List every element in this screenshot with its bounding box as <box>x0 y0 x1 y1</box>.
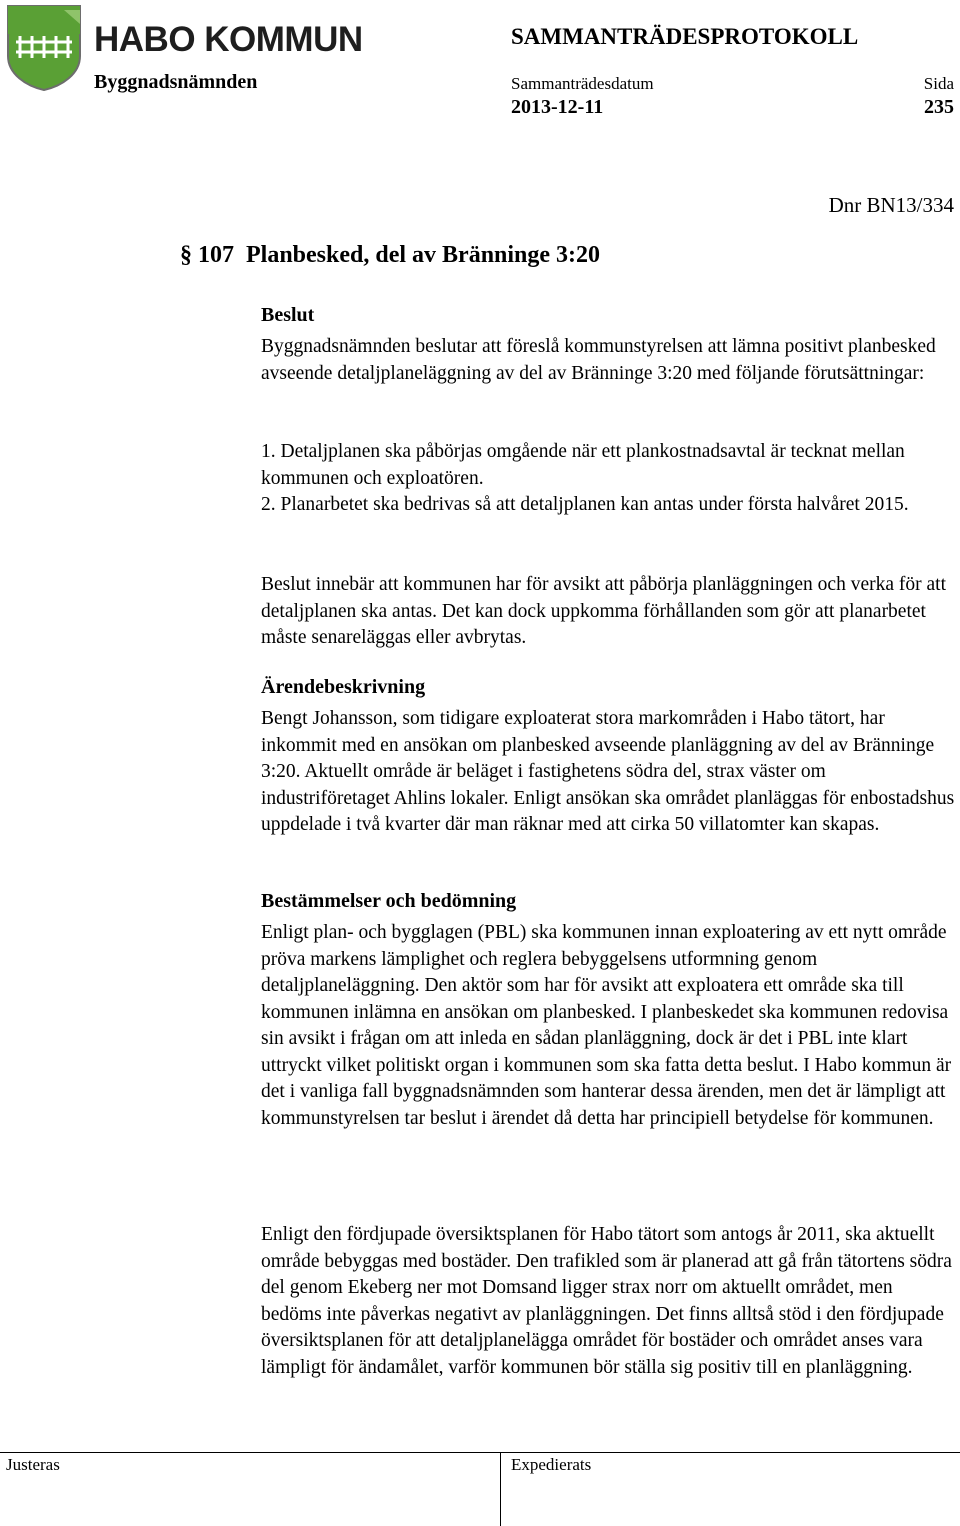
meeting-date-label: Sammanträdesdatum <box>511 74 654 93</box>
footer-justeras: Justeras <box>6 1455 60 1474</box>
bestammelser-paragraph-2 <box>261 1222 956 1381</box>
arendebeskrivning-heading: Ärendebeskrivning <box>261 676 426 698</box>
beslut-intro <box>261 334 956 387</box>
section-symbol: § <box>180 242 192 268</box>
document-type: SAMMANTRÄDESPROTOKOLL <box>511 24 859 49</box>
diary-number: Dnr BN13/334 <box>828 193 954 217</box>
beslut-heading: Beslut <box>261 304 315 326</box>
bestammelser-paragraph-1 <box>261 920 956 1132</box>
beslut-item: 1. Detaljplanen ska påbörjas omgående när ett plankostnadsavtal är tecknat mellan kommunen och exploatören. <box>261 441 905 489</box>
org-name: HABO KOMMUN <box>94 20 363 59</box>
bestammelser-heading: Bestämmelser och bedömning <box>261 890 517 912</box>
beslut-item: 2. Planarbetet ska bedrivas så att detaljplanen kan antas under första halvåret 2015. <box>261 494 909 515</box>
arendebeskrivning-body <box>261 706 956 839</box>
beslut-note <box>261 572 956 652</box>
section-title <box>180 242 600 269</box>
committee-name: Byggnadsnämnden <box>94 71 258 93</box>
bestammelser-text-2: Enligt den fördjupade översiktsplanen för Habo tätort som antogs år 2011, ska aktuellt område bebyggas med bostäder. Den trafikled som är planerad att gå från tätortens södra del genom Ekeberg ner mot Domsand ligger strax norr om aktuellt området, men bedöms inte påverkas negativt av planläggningen. Det finns alltså stöd i den fördjupade översiktsplanen för att detaljplanelägga området för bostäder och området anses vara lämpligt för ändamålet, varför kommunen bör ställa sig positiv till en planläggning. <box>261 1224 952 1378</box>
arendebeskrivning-text: Bengt Johansson, som tidigare exploaterat stora markområden i Habo tätort, har inkommit med en ansökan om planbesked avseende planläggning av del av Bränninge 3:20. Aktuellt område är beläget i fastighetens södra del, strax väster om industriföretaget Ahlins lokaler. Enligt ansökan ska området planläggas för enbostadshus uppdelade i två kvarter där man räknar med att cirka 50 villatomter kan skapas. <box>261 708 955 835</box>
habo-coat-of-arms-icon <box>4 4 84 92</box>
page-number: 235 <box>924 96 954 118</box>
footer-column-divider <box>500 1452 501 1526</box>
bestammelser-text-1: Enligt plan- och bygglagen (PBL) ska kommunen innan exploatering av ett nytt område pröva markens lämplighet och reglera bebyggelsens utformning genom detaljplaneläggning. Den aktör som har för avsikt att exploatera ett område ska till kommunen inlämna en ansökan om planbesked. I planbeskedet ska kommunen redovisa sin avsikt i frågan om att inleda en sådan planläggning, dock är det i PBL inte klart uttryckt vilket politiskt organ i kommunen som ska fatta detta beslut. I Habo kommun är det i vanliga fall byggnadsnämnden som hanterar dessa ärenden, men det är lämpligt att kommunstyrelsen tar beslut i ärendet då detta har principiell betydelse för kommunen. <box>261 922 952 1129</box>
section-title-text: Planbesked, del av Bränninge 3:20 <box>246 242 601 268</box>
page-label: Sida <box>923 74 954 93</box>
beslut-intro-text: Byggnadsnämnden beslutar att föreslå kommunstyrelsen att lämna positivt planbesked avseende detaljplaneläggning av del av Bränninge 3:20 med följande förutsättningar: <box>261 336 936 384</box>
beslut-note-text: Beslut innebär att kommunen har för avsikt att påbörja planläggningen och verka för att detaljplanen ska antas. Det kan dock uppkomma förhållanden som gör att planarbetet måste senareläggas eller avbrytas. <box>261 574 946 648</box>
section-number: 107 <box>198 242 234 268</box>
footer-expedierats: Expedierats <box>511 1455 592 1474</box>
footer-divider <box>0 1452 960 1453</box>
beslut-list <box>261 439 956 519</box>
meeting-date-value: 2013-12-11 <box>511 96 604 118</box>
